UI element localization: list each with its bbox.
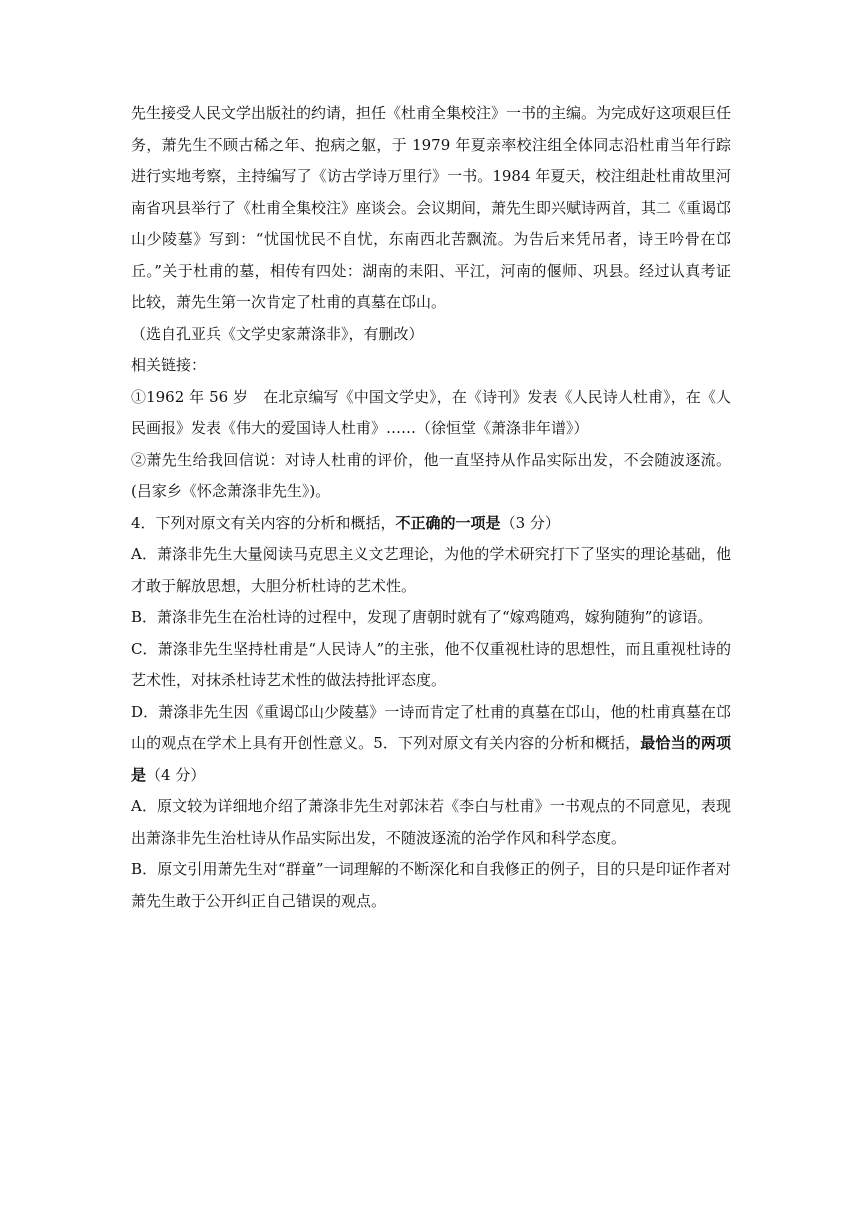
- link-item-2: ②萧先生给我回信说：对诗人杜甫的评价，他一直坚持从作品实际出发，不会随波逐流。(吕家乡《怀念萧涤非先生》)。: [131, 450, 731, 500]
- question-4-option-a: A．萧涤非先生大量阅读马克思主义文艺理论，为他的学术研究打下了坚实的理论基础，他才敢于解放思想，大胆分析杜诗的艺术性。: [131, 545, 731, 595]
- question-4-prefix: 4．下列对原文有关内容的分析和概括，: [131, 513, 396, 532]
- passage-source: （选自孔亚兵《文学史家萧涤非》，有删改）: [131, 324, 424, 343]
- links-heading: 相关链接：: [131, 356, 207, 374]
- question-4-option-d: [131, 697, 731, 792]
- link-item-1: ①1962 年 56 岁 在北京编写《中国文学史》，在《诗刊》发表《人民诗人杜甫》，在《人民画报》发表《伟大的爱国诗人杜甫》……（徐恒堂《萧涤非年谱》）: [131, 387, 731, 437]
- passage-paragraph: 先生接受人民文学出版社的约请，担任《杜甫全集校注》一书的主编。为完成好这项艰巨任务，萧先生不顾古稀之年、抱病之躯，于 1979 年夏亲率校注组全体同志沿杜甫当年行踪进行实地考察，主持编写了《访古学诗万里行》一书。1984 年夏天，校注组赴杜甫故里河南省巩县举行了《杜甫全集校注》座谈会。会议期间，萧先生即兴赋诗两首，其二《重谒邙山少陵墓》写到：“忧国忧民不自忧，东南西北苦飘流。为告后来凭吊者，诗王吟骨在邙丘。”关于杜甫的墓，相传有四处：湖南的耒阳、平江，河南的偃师、巩县。经过认真考证比较，萧先生第一次肯定了杜甫的真墓在邙山。: [131, 104, 732, 311]
- question-4-stem: [131, 508, 731, 540]
- question-4-option-c: C．萧涤非先生坚持杜甫是“人民诗人”的主张，他不仅重视杜诗的思想性，而且重视杜诗的艺术性，对抹杀杜诗艺术性的做法持批评态度。: [131, 639, 731, 689]
- question-4-score: （3 分）: [500, 513, 560, 532]
- question-5-option-b: B．原文引用萧先生对“群童”一词理解的不断深化和自我修正的例子，目的只是印证作者对萧先生敢于公开纠正自己错误的观点。: [131, 860, 731, 910]
- question-5-score: （4 分）: [146, 765, 206, 784]
- question-5-prefix: 5．下列对原文有关内容的分析和概括，: [373, 734, 641, 752]
- question-4-option-d-text: D．萧涤非先生因《重谒邙山少陵墓》一诗而肯定了杜甫的真墓在邙山，他的杜甫真墓在邙山的观点在学术上具有开创性意义。: [131, 702, 731, 752]
- question-5-option-a: A．原文较为详细地介绍了萧涤非先生对郭沫若《李白与杜甫》一书观点的不同意见，表现出萧涤非先生治杜诗从作品实际出发，不随波逐流的治学作风和科学态度。: [131, 797, 731, 847]
- question-4-option-b: B．萧涤非先生在治杜诗的过程中，发现了唐朝时就有了“嫁鸡随鸡，嫁狗随狗”的谚语。: [131, 608, 713, 626]
- document-page: [131, 98, 731, 917]
- question-5-emphasis: 最恰当的两项是: [131, 734, 731, 784]
- question-4-emphasis: 不正确的一项是: [395, 513, 501, 532]
